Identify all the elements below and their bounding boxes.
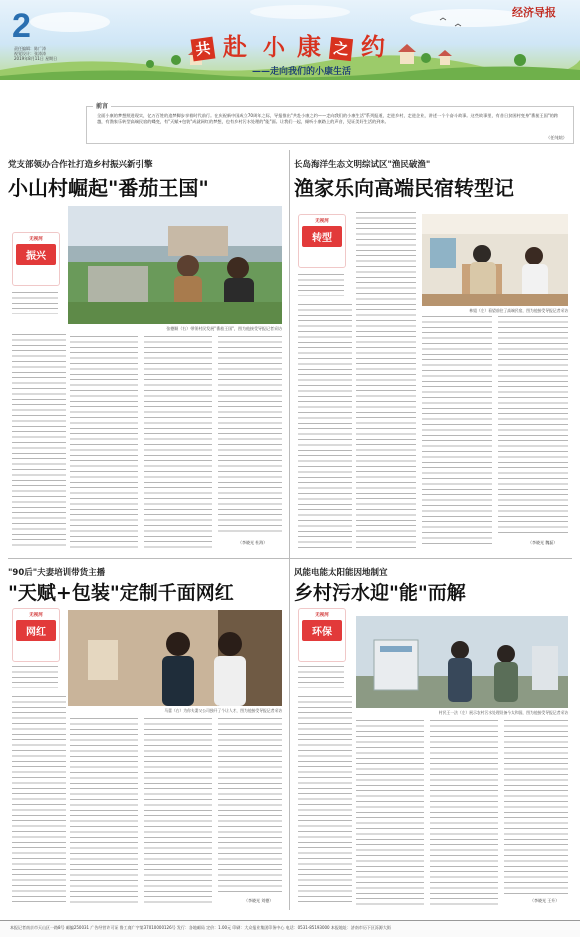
masthead-meta xyxy=(14,46,57,61)
preface-label: 前言 xyxy=(93,101,111,110)
article-sign: （李晓光 刘德） xyxy=(244,898,274,903)
preface xyxy=(86,103,574,144)
article-photo xyxy=(68,206,282,324)
meta-line: 责任编辑：陈广涛 xyxy=(14,46,46,51)
byline-lines xyxy=(298,666,344,688)
article-influencer xyxy=(8,564,284,910)
article-column xyxy=(498,316,568,536)
photo-caption: 张德顺（右）带领村民发展"番茄王国"，图为他接受导报记者采访 xyxy=(166,326,282,331)
title-char: 赴 xyxy=(223,32,247,61)
badge-brand: 无视河 xyxy=(29,613,43,618)
article-column xyxy=(70,336,138,548)
article-column xyxy=(504,720,568,894)
badge-brand: 无视河 xyxy=(29,237,43,242)
photo-sewage-equipment xyxy=(356,616,568,708)
preface-text: 全面小康的梦想照进现实，亿万百姓的追梦脚步享着时代前行。在庆祝新中国成立70周年之际，导报推出"共赴小康之约——走向我们的小康生活"系列报道，走进乡村，走进企业，讲述一个个奋斗故事。这些故事里，有昔日贫困村变身"番茄王国"的跨越，有渔家乐转型高端民宿的蝶变，有"天赋+包装"成就网红的梦想，也有乡村污水处理的"能"面。让我们一起，倾听小康路上的声音，见证美好生活的到来。 xyxy=(97,113,559,124)
article-photo xyxy=(68,610,282,706)
article-headline: "天赋+包装"定制千面网红 xyxy=(8,582,234,604)
paper-name: 经济导报 xyxy=(512,6,556,19)
byline-lines xyxy=(12,292,58,314)
article-column xyxy=(356,212,416,548)
article-tomato xyxy=(8,156,284,551)
photo-caption: 马蕾（右）为你夫妻父公司独开了个让人才，图为他接受导报记者采访 xyxy=(164,708,282,713)
badge-word: 振兴 xyxy=(16,244,56,265)
article-column xyxy=(144,336,212,548)
article-homestay xyxy=(294,156,572,551)
article-sign: （李晓光 魏磊） xyxy=(528,540,558,545)
footer-bar xyxy=(0,920,580,937)
badge-word: 网红 xyxy=(16,620,56,641)
photo-caption: 村民王一法（左）展示农村污水处理设备今太和国，图为他接受导报记者采访 xyxy=(438,710,568,715)
photo-streamers xyxy=(68,610,282,706)
badge-brand: 无视河 xyxy=(315,219,329,224)
article-column xyxy=(356,720,424,906)
title-char: 康 xyxy=(297,32,321,61)
badge-word: 转型 xyxy=(302,226,342,247)
article-column xyxy=(218,718,282,894)
article-kicker: 风能电能太阳能因地制宜 xyxy=(294,568,388,578)
article-headline: 渔家乐向高端民宿转型记 xyxy=(294,176,514,200)
article-sign: （李晓光 王升） xyxy=(530,898,560,903)
article-headline: 小山村崛起"番茄王国" xyxy=(8,176,209,200)
article-badge xyxy=(298,214,346,268)
meta-line: 视觉设计：张涛涛 xyxy=(14,51,46,56)
column-divider xyxy=(289,150,290,910)
row-divider xyxy=(8,558,572,559)
article-column xyxy=(218,336,282,536)
footer-text: 本报记者南京市天山区一路8号 邮编250031 广告经营许可证 鲁工商广字第37010000126号 发行：各地邮局 定价：1.00元 印刷：大众报业集团印务中心 电话：0531-85193000 本报地址：济南市历下区泺源大街 xyxy=(10,925,391,930)
photo-caption: 林姐（左）看望前往了高端民宿，图为他接受导报记者采访 xyxy=(469,308,568,313)
badge-word: 环保 xyxy=(302,620,342,641)
photo-homestay-interior xyxy=(422,214,568,306)
title-char: 共 xyxy=(191,37,216,62)
article-column xyxy=(298,696,352,906)
masthead xyxy=(0,0,580,80)
article-column xyxy=(144,718,212,906)
article-kicker: "90后"夫妻培训带货主播 xyxy=(8,568,106,578)
title-char: 之 xyxy=(329,37,353,61)
article-photo xyxy=(422,214,568,306)
article-column xyxy=(70,718,138,906)
article-sewage xyxy=(294,564,572,910)
masthead-title xyxy=(190,30,400,64)
article-sign: （李晓光 杜海） xyxy=(238,540,268,545)
article-kicker: 长岛海洋生态文明综试区"渔民破渔" xyxy=(294,160,431,170)
preface-signature: （任纯煊） xyxy=(546,135,567,140)
article-badge xyxy=(12,608,60,662)
badge-brand: 无视河 xyxy=(315,613,329,618)
article-badge xyxy=(298,608,346,662)
article-column xyxy=(298,304,352,548)
masthead-subtitle: ——走向我们的小康生活 xyxy=(252,67,352,77)
article-column xyxy=(12,696,66,906)
page-number: 2 xyxy=(12,7,31,45)
byline-lines xyxy=(12,666,58,688)
photo-farmers-field xyxy=(68,206,282,324)
article-kicker: 党支部领办合作社打造乡村振兴新引擎 xyxy=(8,160,153,170)
article-photo xyxy=(356,616,568,708)
article-column xyxy=(12,334,66,548)
title-char: 小 xyxy=(262,35,285,61)
article-badge xyxy=(12,232,60,286)
title-char: 约 xyxy=(361,32,385,61)
byline-lines xyxy=(298,274,344,296)
article-headline: 乡村污水迎"能"而解 xyxy=(294,582,466,604)
article-column xyxy=(422,316,492,548)
meta-line: 2019年8月11日 星期日 xyxy=(14,56,58,61)
article-column xyxy=(430,720,498,906)
